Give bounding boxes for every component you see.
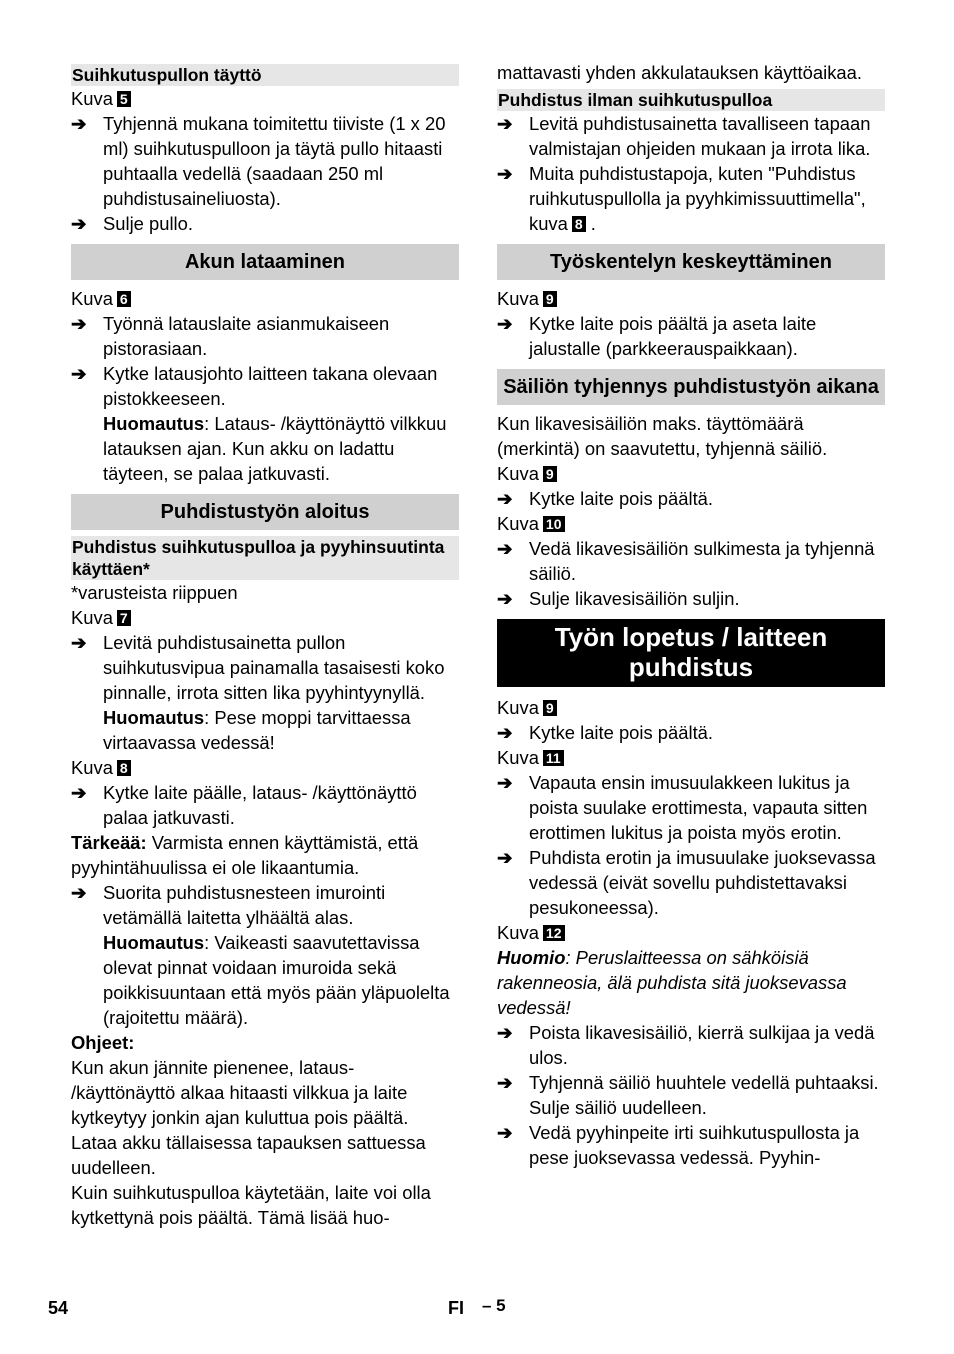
figure-number: 10 [543,516,565,532]
figure-ref: Kuva 9 [497,461,885,486]
figure-number: 7 [117,610,131,626]
tips-label: Ohjeet: [71,1032,135,1053]
figure-number: 5 [117,91,131,107]
figure-ref: Kuva 12 [497,920,885,945]
step: ➔ Kytke laite pois päältä ja aseta laite jalustalle (parkkeerauspaikkaan). [497,313,817,359]
heading-start: Puhdistustyön aloitus [71,494,459,530]
step: ➔ Kytke laite pois päältä. [497,722,714,743]
tips-paragraph: Kuin suihkutuspulloa käytetään, laite voi olla kytkettynä pois päältä. Tämä lisää huo- [71,1182,431,1228]
arrow-right-icon: ➔ [497,847,513,868]
step: ➔ Muita puhdistustapoja, kuten "Puhdistus ruihkutuspullolla ja pyyhkimissuuttimella", kuva 8 . [497,163,866,234]
right-column [497,60,885,1170]
heading-refill: Suihkutuspullon täyttö [71,64,459,86]
heading-nospray: Puhdistus ilman suihkutuspulloa [497,89,885,111]
step: ➔ Levitä puhdistusainetta pullon suihkutusvipua painamalla tasaisesti koko pinnalle, irrota sitten lika pyyhintyynyllä. [71,632,445,703]
step: ➔ Levitä puhdistusainetta tavalliseen tapaan valmistajan ohjeiden mukaan ja irrota lika. [497,113,871,159]
figure-ref: Kuva 5 [71,86,459,111]
page-number: 54 [48,1298,69,1318]
figure-ref: Kuva 6 [71,286,459,311]
continued-text: mattavasti yhden akkulatauksen käyttöaikaa. [497,62,862,83]
figure-number: 11 [543,750,564,766]
step: ➔ Kytke latausjohto laitteen takana olevaan pistokkeeseen. [71,363,438,409]
accessory-note: *varusteista riippuen [71,582,238,603]
step: ➔ Työnnä latauslaite asianmukaiseen pistorasiaan. [71,313,390,359]
chapter-heading-end: Työn lopetus / laitteen puhdistus [497,619,885,687]
warning-note: Huomio: Peruslaitteessa on sähköisiä rakenneosia, älä puhdista sitä juoksevassa vedessä! [497,947,847,1018]
arrow-right-icon: ➔ [71,882,87,903]
figure-number: 12 [543,925,565,941]
arrow-right-icon: ➔ [497,722,513,743]
heading-empty: Säiliön tyhjennys puhdistustyön aikana [497,369,885,405]
section-page: – 5 [482,1296,506,1315]
step: ➔ Vapauta ensin imusuulakkeen lukitus ja poista suulake erottimesta, vapauta sitten erottimen lukitus ja poista myös erotin. [497,772,868,843]
figure-number: 8 [117,760,131,776]
arrow-right-icon: ➔ [497,113,513,134]
figure-ref: Kuva 9 [497,286,885,311]
empty-intro: Kun likavesisäiliön maks. täyttömäärä (merkintä) on saavutettu, tyhjennä säiliö. [497,413,828,459]
note: Huomautus: Lataus- /käyttönäyttö vilkkuu latauksen ajan. Kun akku on ladattu täyteen, se palaa jatkuvasti. [103,413,447,484]
heading-spray: Puhdistus suihkutuspulloa ja pyyhinsuutinta käyttäen* [71,536,459,580]
step: ➔ Tyhjennä mukana toimitettu tiiviste (1 x 20 ml) suihkutuspulloon ja täytä pullo hitaasti puhtaalla vedellä (saadaan 250 ml puhdistusaineliuosta). [71,113,446,209]
step: ➔ Vedä likavesisäiliön sulkimesta ja tyhjennä säiliö. [497,538,875,584]
language-code: FI [448,1298,464,1318]
step: ➔ Sulje pullo. [71,213,193,234]
step: ➔ Vedä pyyhinpeite irti suihkutuspullosta ja pese juoksevassa vedessä. Pyyhin- [497,1122,860,1168]
figure-number: 9 [543,466,557,482]
figure-ref: Kuva 8 [71,755,459,780]
important-note: Tärkeää: Varmista ennen käyttämistä, että pyyhintähuulissa ei ole likaantumia. [71,832,419,878]
note: Huomautus: Vaikeasti saavutettavissa olevat pinnat voidaan imuroida sekä poikkisuuntaan että myös pään yläpuolelta (rajoitettu määrä). [103,932,450,1028]
figure-number: 9 [543,291,557,307]
figure-ref: Kuva 7 [71,605,459,630]
figure-ref: Kuva 9 [497,695,885,720]
arrow-right-icon: ➔ [497,1122,513,1143]
figure-number: 6 [117,291,131,307]
step: ➔ Kytke laite pois päältä. [497,488,714,509]
arrow-right-icon: ➔ [497,1072,513,1093]
step: ➔ Sulje likavesisäiliön suljin. [497,588,740,609]
arrow-right-icon: ➔ [71,213,87,234]
step: ➔ Puhdista erotin ja imusuulake juoksevassa vedessä (eivät sovellu puhdistettavaksi pesukoneessa). [497,847,876,918]
arrow-right-icon: ➔ [71,632,87,653]
step: ➔ Suorita puhdistusnesteen imurointi vetämällä laitetta ylhäältä alas. [71,882,386,928]
arrow-right-icon: ➔ [497,313,513,334]
arrow-right-icon: ➔ [71,363,87,384]
step: ➔ Kytke laite päälle, lataus- /käyttönäyttö palaa jatkuvasti. [71,782,417,828]
arrow-right-icon: ➔ [497,588,513,609]
arrow-right-icon: ➔ [497,488,513,509]
figure-number: 8 [572,216,586,232]
step: ➔ Tyhjennä säiliö huuhtele vedellä puhtaaksi. Sulje säiliö uudelleen. [497,1072,879,1118]
figure-ref: Kuva 11 [497,745,885,770]
step: ➔ Poista likavesisäiliö, kierrä sulkijaa ja vedä ulos. [497,1022,875,1068]
left-column [71,60,459,1230]
figure-number: 9 [543,700,557,716]
heading-charge: Akun lataaminen [71,244,459,280]
tips-paragraph: Kun akun jännite pienenee, lataus- /käyttönäyttö alkaa hitaasti vilkkua ja laite kytkeytyy jonkin ajan kuluttua pois päältä. Lataa akku tällaisessa tapauksen sattuessa uudelleen. [71,1057,426,1178]
arrow-right-icon: ➔ [497,538,513,559]
arrow-right-icon: ➔ [71,782,87,803]
heading-pause: Työskentelyn keskeyttäminen [497,244,885,280]
arrow-right-icon: ➔ [71,313,87,334]
arrow-right-icon: ➔ [71,113,87,134]
arrow-right-icon: ➔ [497,772,513,793]
figure-ref: Kuva 10 [497,511,885,536]
arrow-right-icon: ➔ [497,163,513,184]
arrow-right-icon: ➔ [497,1022,513,1043]
note: Huomautus: Pese moppi tarvittaessa virtaavassa vedessä! [103,707,411,753]
